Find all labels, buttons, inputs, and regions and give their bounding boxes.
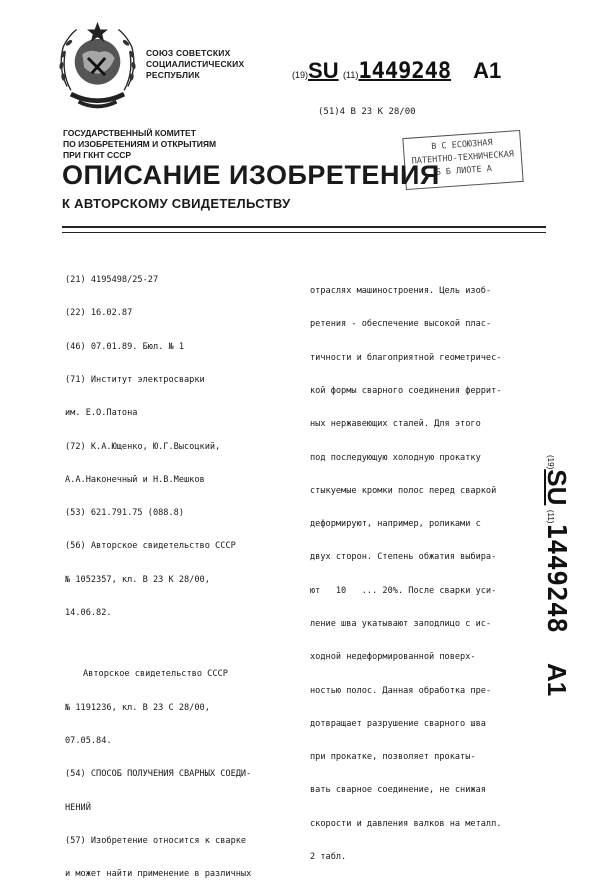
code-11: (11) [343,70,359,80]
biblio-line [65,641,293,647]
biblio-line: (22) 16.02.87 [65,308,133,319]
abstract-line: скорости и давления валков на металл. [310,818,502,829]
side-code-11: (11) [546,509,555,524]
abstract-line: кой формы сварного соединения феррит- [310,386,502,397]
biblio-line: (54) СПОСОБ ПОЛУЧЕНИЯ СВАРНЫХ СОЕДИ- [65,769,252,780]
side-patent-number: 1449248 [541,523,571,634]
abstract-line: ление шва укатывают заподлицо с ис- [310,619,492,629]
biblio-line: Авторское свидетельство СССР [83,669,228,680]
biblio-line: № 1052357, кл. В 23 К 28/00, [65,574,210,585]
abstract-line: деформируют, например, роликами с [310,519,481,530]
abstract-line: при прокатке, позволяет прокаты- [310,752,476,763]
union-line: СОЮЗ СОВЕТСКИХ [146,48,231,58]
abstract-line: под последующую холодную прокатку [310,452,481,463]
abstract-line: тичности и благоприятной геометричес- [310,352,502,363]
abstract-line: ходной недеформированной поверх- [310,652,476,663]
stamp-line: В С ЕСОЮЗНАЯ [430,137,493,153]
biblio-line: (72) К.А.Ющенко, Ю.Г.Высоцкий, [65,441,221,452]
abstract-line: дотвращает разрушение сварного шва [310,718,486,729]
union-line: РЕСПУБЛИК [146,70,200,80]
header-divider-thin [62,232,546,233]
committee-line: ПО ИЗОБРЕТЕНИЯМ И ОТКРЫТИЯМ [63,139,217,149]
abstract-line: ных нержавеющих сталей. Для этого [310,419,481,430]
document-title: ОПИСАНИЕ ИЗОБРЕТЕНИЯ [62,160,440,190]
union-line: СОЦИАЛИСТИЧЕСКИХ [146,59,245,69]
header-divider [62,226,546,228]
code-19: (19) [292,70,309,80]
biblio-line: (21) 4195498/25-27 [65,275,159,286]
biblio-line: № 1191236, кл. В 23 С 28/00, [65,702,210,713]
country-code: SU [308,58,339,83]
ipc-classification: (51)4 В 23 К 28/00 [318,107,416,117]
abstract-line: ретения - обеспечение высокой плас- [310,319,492,330]
biblio-line: и может найти применение в различных [65,869,252,880]
biblio-line: (71) Институт электросварки [65,375,205,386]
abstract-line: вать сварное соединение, не снижая [310,785,486,796]
biblio-line: (46) 07.01.89. Бюл. № 1 [65,341,184,352]
bibliographic-data [65,253,293,891]
biblio-line: 14.06.82. [65,608,112,618]
state-emblem-icon [50,20,145,115]
abstract-line: отраслях машиностроения. Цель изоб- [310,286,492,297]
biblio-line: им. Е.О.Патона [65,408,138,419]
biblio-line: А.А.Наконечный и Н.В.Мешков [65,474,205,485]
patent-header [292,58,501,84]
biblio-line: (56) Авторское свидетельство СССР [65,541,236,552]
stamp-line: Б Б ЛИОТЕ А [435,164,493,178]
abstract-line: двух сторон. Степень обжатия выбира- [310,552,497,563]
side-code-19: (19) [546,455,555,470]
committee-line: ПРИ ГКНТ СССР [63,150,132,160]
abstract-line: 2 табл. [310,851,347,862]
document-subtitle: К АВТОРСКОМУ СВИДЕТЕЛЬСТВУ [62,196,291,211]
biblio-line: НЕНИЙ [65,802,91,813]
side-country-code: SU [542,469,572,506]
biblio-line: (53) 621.791.75 (088.8) [65,508,184,519]
abstract-line: стыкуемые кромки полос перед сваркой [310,485,497,496]
biblio-line: (57) Изобретение относится к сварке [65,835,247,846]
abstract-text [310,264,540,874]
kind-code: A1 [473,58,502,83]
committee-line: ГОСУДАРСТВЕННЫЙ КОМИТЕТ [63,128,196,138]
patent-number: 1449248 [358,59,452,84]
stamp-line: ПАТЕНТНО-ТЕХНИЧЕСКАЯ [411,149,515,167]
side-kind-code: A1 [542,663,572,697]
abstract-line: ностью полос. Данная обработка пре- [310,685,492,696]
side-patent-label [542,455,572,695]
abstract-line: ют 10 ... 20%. После сварки уси- [310,585,497,596]
biblio-line: 07.05.84. [65,736,112,747]
